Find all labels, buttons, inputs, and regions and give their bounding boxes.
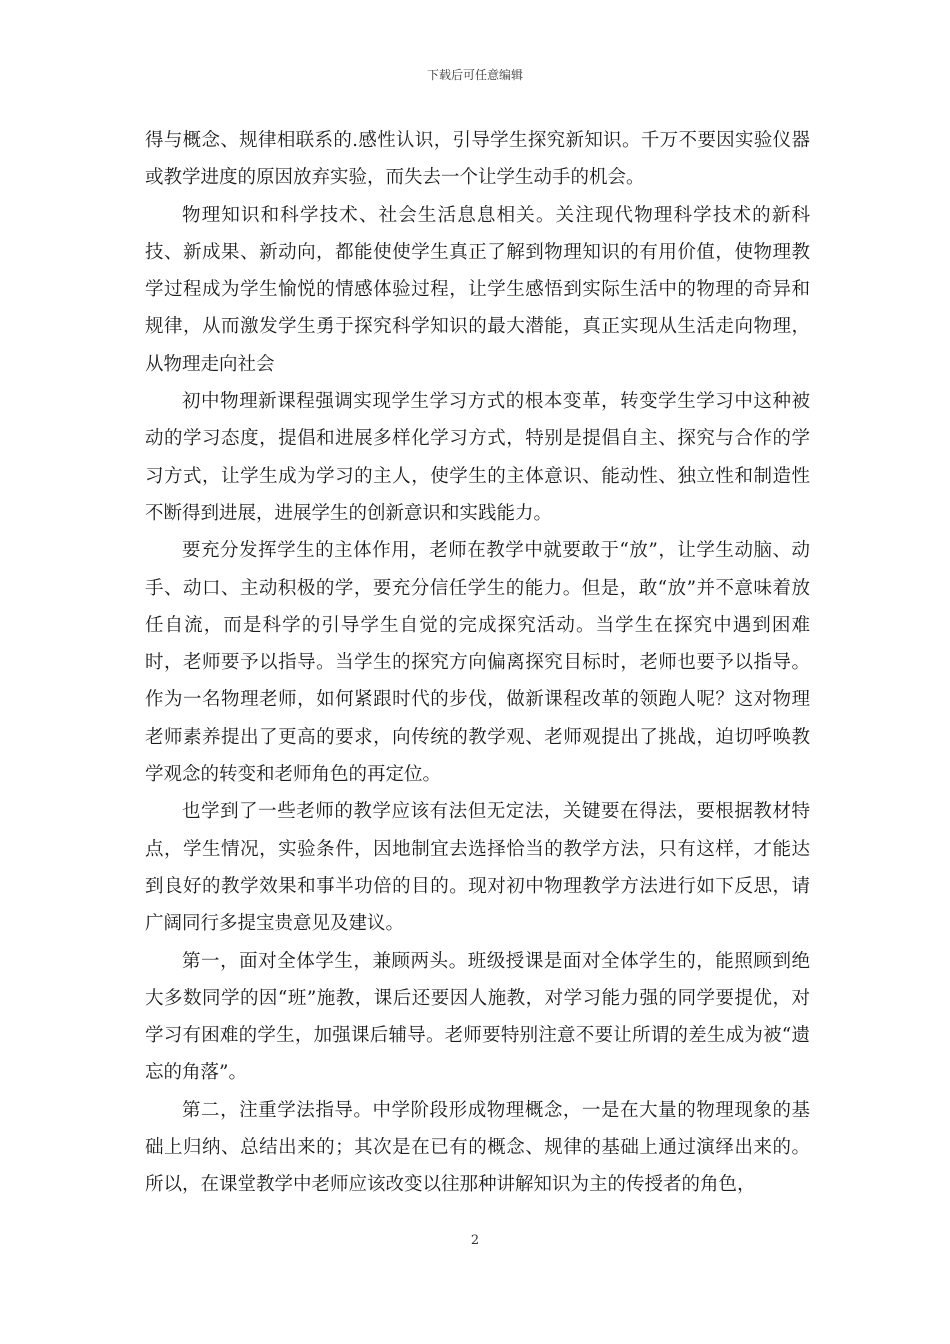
paragraph-1: 得与概念、规律相联系的.感性认识，引导学生探究新知识。千万不要因实验仪器或教学进度的原因放弃实验，而失去一个让学生动手的机会。 — [145, 130, 810, 189]
page-header: 下载后可任意编辑 — [426, 68, 523, 82]
page-number: 2 — [470, 1233, 480, 1248]
paragraph-2: 物理知识和科学技术、社会生活息息相关。关注现代物理科学技术的新科技、新成果、新动向，都能使使学生真正了解到物理知识的有用价值，使物理教学过程成为学生愉悦的情感体验过程，让学生感悟到实际生活中的物理的奇异和规律，从而激发学生勇于探究科学知识的最大潜能，真正实现从生活走向物理，从物理走向社会 — [145, 204, 810, 375]
paragraph-6: 第一，面对全体学生，兼顾两头。班级授课是面对全体学生的，能照顾到绝大多数同学的因“班”施教，课后还要因人施教，对学习能力强的同学要提优，对学习有困难的学生，加强课后辅导。老师要特别注意不要让所谓的差生成为被“遗忘的角落”。 — [145, 950, 810, 1084]
paragraph-7: 第二，注重学法指导。中学阶段形成物理概念，一是在大量的物理现象的基础上归纳、总结出来的；其次是在已有的概念、规律的基础上通过演绎出来的。所以，在课堂教学中老师应该改变以往那种讲解知识为主的传授者的角色， — [145, 1099, 810, 1196]
document-body — [145, 122, 810, 1204]
paragraph-5: 也学到了一些老师的教学应该有法但无定法，关键要在得法，要根据教材特点，学生情况，实验条件，因地制宜去选择恰当的教学方法，只有这样，才能达到良好的教学效果和事半功倍的目的。现对初中物理教学方法进行如下反思，请广阔同行多提宝贵意见及建议。 — [145, 801, 810, 935]
paragraph-3: 初中物理新课程强调实现学生学习方式的根本变革，转变学生学习中这种被动的学习态度，提倡和进展多样化学习方式，特别是提倡自主、探究与合作的学习方式，让学生成为学习的主人，使学生的主体意识、能动性、独立性和制造性不断得到进展，进展学生的创新意识和实践能力。 — [145, 391, 810, 524]
paragraph-4: 要充分发挥学生的主体作用，老师在教学中就要敢于“放”，让学生动脑、动手、动口、主动积极的学，要充分信任学生的能力。但是，敢“放”并不意味着放任自流，而是科学的引导学生自觉的完成探究活动。当学生在探究中遇到困难时，老师要予以指导。当学生的探究方向偏离探究目标时，老师也要予以指导。作为一名物理老师，如何紧跟时代的步伐，做新课程改革的领跑人呢？这对物理老师素养提出了更高的要求，向传统的教学观、老师观提出了挑战，迫切呼唤教学观念的转变和老师角色的再定位。 — [145, 540, 810, 786]
